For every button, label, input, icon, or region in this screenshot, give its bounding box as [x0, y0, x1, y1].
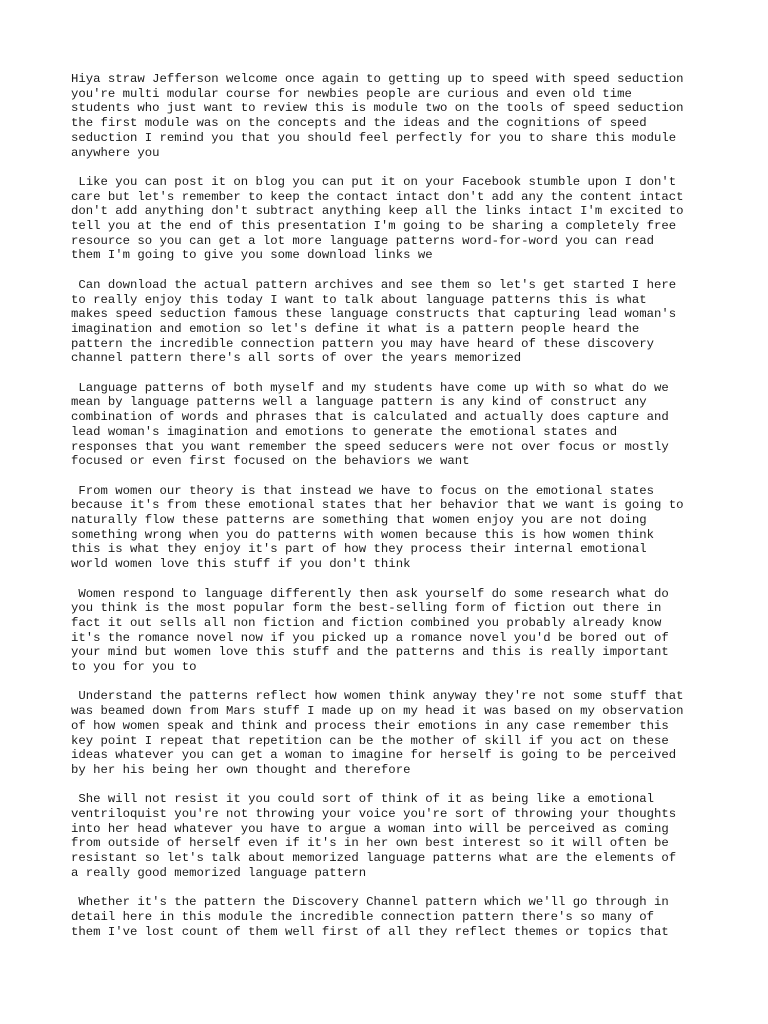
paragraph-2 [71, 175, 711, 263]
line: She will not resist it you could sort of think of it as being like a emotional [71, 792, 654, 807]
line: imagination and emotion so let's define it what is a pattern people heard the [71, 321, 640, 336]
line: ideas whatever you can get a woman to imagine for herself is going to be perceived [71, 748, 677, 763]
paragraph-5 [71, 484, 711, 572]
line: them I've lost count of them well first of all they reflect themes or topics that [71, 924, 669, 939]
line: key point I repeat that repetition can be the mother of skill if you act on these [71, 733, 669, 748]
line: was beamed down from Mars stuff I made up on my head it was based on my observation [71, 704, 684, 719]
line: Whether it's the pattern the Discovery Channel pattern which we'll go through in [71, 895, 669, 910]
line: don't add anything don't subtract anything keep all the links intact I'm excited to [71, 204, 684, 219]
line: resistant so let's talk about memorized language patterns what are the elements of [71, 851, 677, 866]
line: a really good memorized language pattern [71, 865, 367, 880]
line: to you for you to [71, 660, 197, 675]
line: students who just want to review this is module two on the tools of speed seduction [71, 101, 684, 116]
line: to really enjoy this today I want to talk about language patterns this is what [71, 292, 647, 307]
line: world women love this stuff if you don't think [71, 557, 411, 572]
paragraph-9 [71, 895, 711, 939]
line: ventriloquist you're not throwing your voice you're sort of throwing your thoughts [71, 807, 677, 822]
paragraph-8 [71, 792, 711, 880]
line: from outside of herself even if it's in her own best interest so it will often be [71, 836, 669, 851]
line: Women respond to language differently then ask yourself do some research what do [71, 586, 669, 601]
line: because it's from these emotional states that her behavior that we want is going to [71, 498, 684, 513]
line: detail here in this module the incredible connection pattern there's so many of [71, 909, 654, 924]
line: your mind but women love this stuff and the patterns and this is really important [71, 645, 669, 660]
paragraph-4 [71, 381, 711, 469]
line: Hiya straw Jefferson welcome once again to getting up to speed with speed seduction [71, 72, 684, 86]
line: you're multi modular course for newbies people are curious and even old time [71, 86, 632, 101]
line: From women our theory is that instead we have to focus on the emotional states [71, 483, 654, 498]
line: anywhere you [71, 145, 160, 160]
line: into her head whatever you have to argue a woman into will be perceived as coming [71, 821, 669, 836]
document-page [71, 72, 711, 954]
line: care but let's remember to keep the contact intact don't add any the content intact [71, 189, 684, 204]
paragraph-1 [71, 72, 711, 160]
line: Understand the patterns reflect how women think anyway they're not some stuff that [71, 689, 684, 704]
line: Can download the actual pattern archives and see them so let's get started I here [71, 277, 677, 292]
line: naturally flow these patterns are something that women enjoy you are not doing [71, 513, 647, 528]
line: this is what they enjoy it's part of how they process their internal emotional [71, 542, 647, 557]
line: mean by language patterns well a language pattern is any kind of construct any [71, 395, 647, 410]
line: focused or even first focused on the behaviors we want [71, 454, 470, 469]
line: responses that you want remember the speed seducers were not over focus or mostly [71, 439, 669, 454]
line: the first module was on the concepts and the ideas and the cognitions of speed [71, 116, 647, 131]
line: channel pattern there's all sorts of over the years memorized [71, 351, 522, 366]
line: lead woman's imagination and emotions to generate the emotional states and [71, 424, 618, 439]
line: you think is the most popular form the best-selling form of fiction out there in [71, 601, 662, 616]
line: resource so you can get a lot more language patterns word-for-word you can read [71, 233, 654, 248]
line: combination of words and phrases that is calculated and actually does capture and [71, 410, 669, 425]
line: tell you at the end of this presentation I'm going to be sharing a completely free [71, 219, 677, 234]
paragraph-3 [71, 278, 711, 366]
line: Language patterns of both myself and my students have come up with so what do we [71, 380, 669, 395]
line: Like you can post it on blog you can put it on your Facebook stumble upon I don't [71, 174, 677, 189]
paragraph-6 [71, 587, 711, 675]
line: seduction I remind you that you should feel perfectly for you to share this module [71, 130, 677, 145]
line: makes speed seduction famous these language constructs that capturing lead woman's [71, 307, 677, 322]
paragraph-7 [71, 689, 711, 777]
line: something wrong when you do patterns with women because this is how women think [71, 527, 654, 542]
line: by her his being her own thought and therefore [71, 762, 411, 777]
line: fact it out sells all non fiction and fiction combined you probably already know [71, 615, 662, 630]
line: pattern the incredible connection pattern you may have heard of these discovery [71, 336, 654, 351]
line: them I'm going to give you some download links we [71, 248, 433, 263]
line: it's the romance novel now if you picked up a romance novel you'd be bored out of [71, 630, 669, 645]
line: of how women speak and think and process their emotions in any case remember this [71, 718, 669, 733]
